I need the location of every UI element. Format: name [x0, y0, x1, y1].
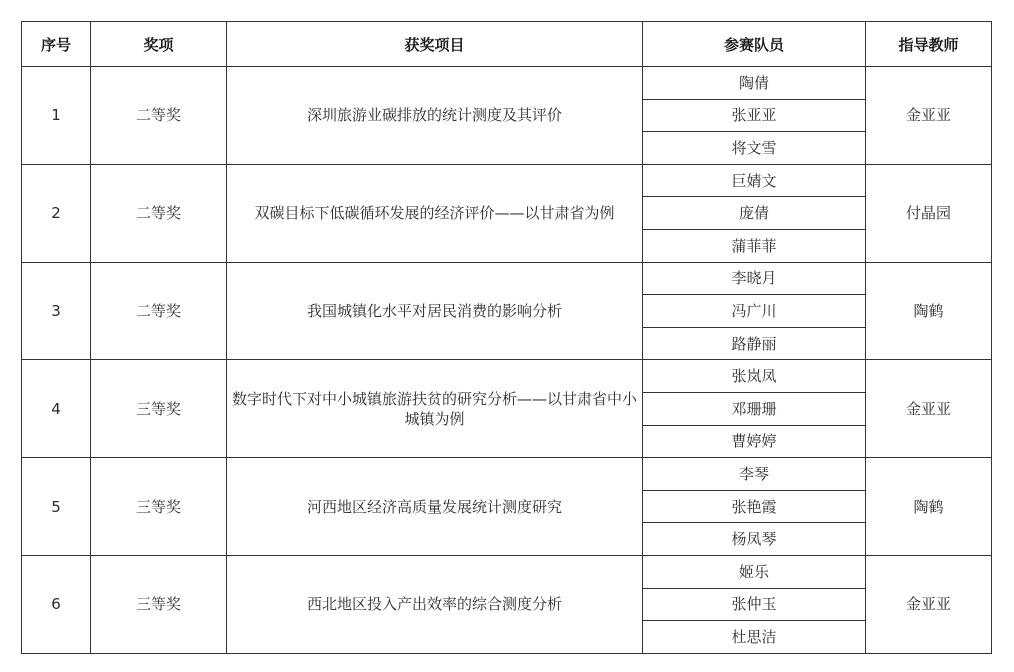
table-row: [22, 555, 992, 588]
advisor-cell: 金亚亚: [866, 360, 992, 458]
advisor-cell: 陶鹤: [866, 458, 992, 556]
award-cell: 二等奖: [91, 262, 227, 360]
member-cell: 蒲菲菲: [643, 229, 866, 262]
header-advisor: 指导教师: [866, 22, 992, 67]
member-cell: 张艳霞: [643, 490, 866, 523]
member-cell: 姬乐: [643, 555, 866, 588]
project-cell: 双碳目标下低碳循环发展的经济评价——以甘肃省为例: [227, 164, 643, 262]
advisor-cell: 陶鹤: [866, 262, 992, 360]
advisor-cell: 金亚亚: [866, 67, 992, 165]
member-cell: 张仲玉: [643, 588, 866, 621]
project-cell: 深圳旅游业碳排放的统计测度及其评价: [227, 67, 643, 165]
table-row: [22, 262, 992, 295]
seq-cell: 5: [22, 458, 91, 556]
table-row: [22, 164, 992, 197]
awards-table: [21, 21, 992, 654]
header-seq: 序号: [22, 22, 91, 67]
seq-cell: 6: [22, 555, 91, 653]
advisor-cell: 金亚亚: [866, 555, 992, 653]
member-cell: 陶倩: [643, 67, 866, 100]
award-cell: 二等奖: [91, 164, 227, 262]
advisor-cell: 付晶园: [866, 164, 992, 262]
member-cell: 邓珊珊: [643, 392, 866, 425]
member-cell: 将文雪: [643, 132, 866, 165]
table-row: [22, 458, 992, 491]
member-cell: 庞倩: [643, 197, 866, 230]
header-row: [22, 22, 992, 67]
seq-cell: 4: [22, 360, 91, 458]
member-cell: 李晓月: [643, 262, 866, 295]
project-cell: 我国城镇化水平对居民消费的影响分析: [227, 262, 643, 360]
header-project: 获奖项目: [227, 22, 643, 67]
project-cell: 河西地区经济高质量发展统计测度研究: [227, 458, 643, 556]
member-cell: 杜思洁: [643, 621, 866, 654]
member-cell: 曹婷婷: [643, 425, 866, 458]
award-cell: 二等奖: [91, 67, 227, 165]
table-row: [22, 360, 992, 393]
project-cell: 西北地区投入产出效率的综合测度分析: [227, 555, 643, 653]
member-cell: 张亚亚: [643, 99, 866, 132]
member-cell: 巨婧文: [643, 164, 866, 197]
member-cell: 张岚凤: [643, 360, 866, 393]
award-cell: 三等奖: [91, 458, 227, 556]
header-members: 参赛队员: [643, 22, 866, 67]
table-row: [22, 67, 992, 100]
award-cell: 三等奖: [91, 555, 227, 653]
seq-cell: 1: [22, 67, 91, 165]
member-cell: 冯广川: [643, 295, 866, 328]
header-award: 奖项: [91, 22, 227, 67]
member-cell: 李琴: [643, 458, 866, 491]
project-cell: 数字时代下对中小城镇旅游扶贫的研究分析——以甘肃省中小城镇为例: [227, 360, 643, 458]
seq-cell: 2: [22, 164, 91, 262]
award-cell: 三等奖: [91, 360, 227, 458]
seq-cell: 3: [22, 262, 91, 360]
member-cell: 路静丽: [643, 327, 866, 360]
member-cell: 杨凤琴: [643, 523, 866, 556]
